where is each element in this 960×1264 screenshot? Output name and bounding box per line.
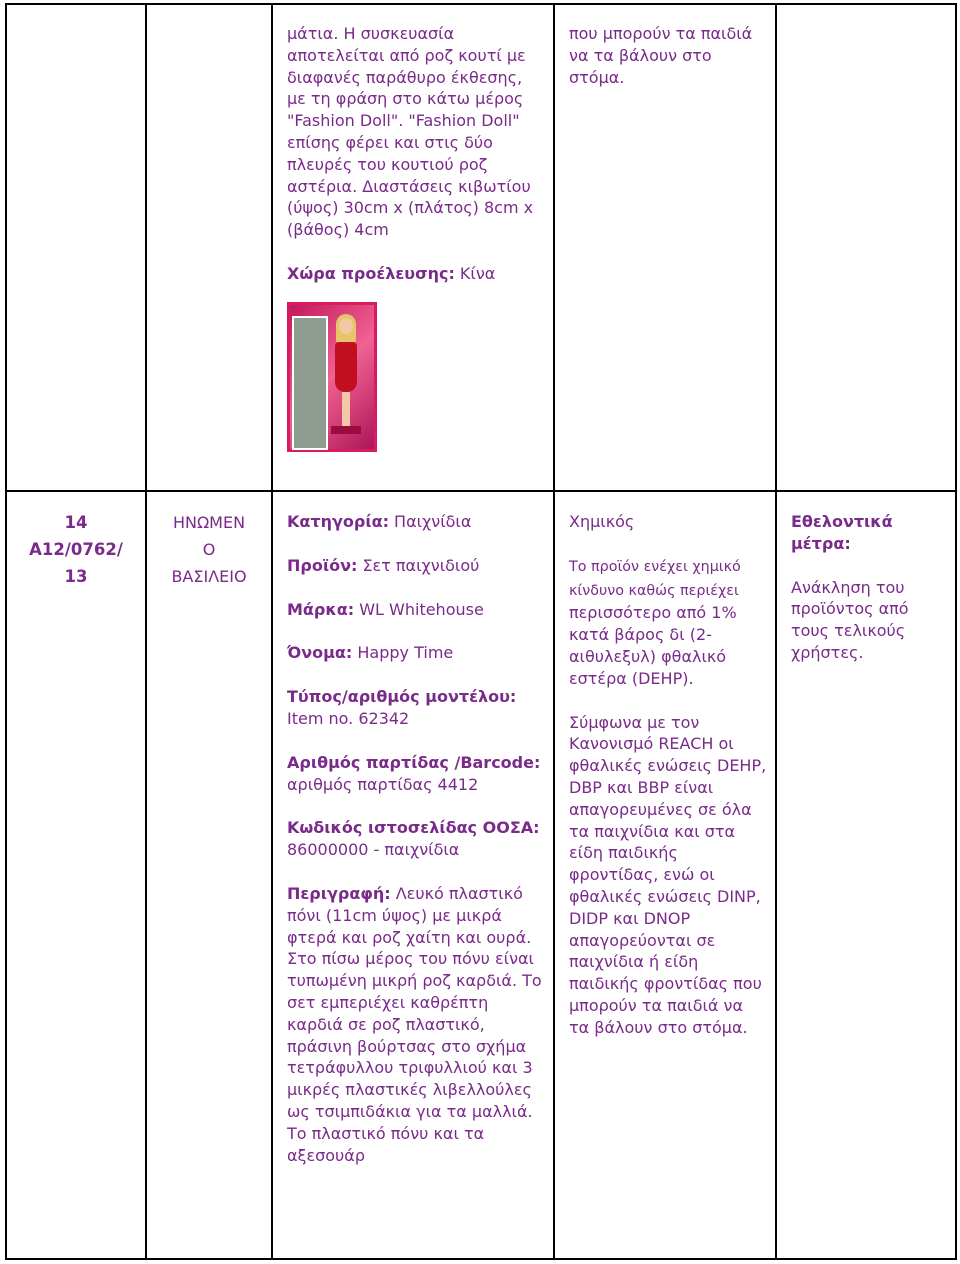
country-line-2: Ο — [202, 540, 216, 559]
country-cell — [146, 491, 272, 1259]
country-cell — [146, 4, 272, 491]
product-value: Σετ παιχνιδιού — [357, 555, 480, 575]
number-cell — [6, 491, 146, 1259]
name-value: Happy Time — [352, 643, 454, 663]
country-line-1: ΗΝΩΜΕΝ — [172, 513, 246, 532]
table-row — [6, 491, 956, 1259]
brand-line — [287, 599, 545, 621]
measures-label: Εθελοντικά μέτρα: — [791, 512, 893, 553]
batch-value: αριθμός παρτίδας 4412 — [287, 774, 479, 794]
measures-value: Ανάκληση του προϊόντος από τους τελικούς χρήστες. — [791, 577, 909, 662]
origin-value: Κίνα — [454, 263, 496, 283]
risk-type: Χημικός — [569, 512, 635, 531]
risk-detail: περισσότερο από 1% κατά βάρος δι (2-αιθυλεξυλ) φθαλικό εστέρα (DEHP). — [569, 603, 737, 688]
fashion-doll-photo — [287, 302, 377, 452]
category-value: Παιχνίδια — [388, 512, 472, 531]
description-continued: μάτια. Η συσκευασία αποτελείται από ροζ κουτί με διαφανές παράθυρο έκθεσης, με τη φράση στο κάτω μέρος "Fashion Doll". "Fashion Doll" επίσης φέρει και στις δύο πλευρές του κουτιού ροζ αστέρια. Διαστάσεις κιβωτίου (ύψος) 30cm x (πλάτος) 8cm x (βάθος) 4cm — [287, 24, 534, 240]
description-line — [287, 883, 545, 1166]
batch-line — [287, 752, 545, 796]
risk-paragraph-1 — [569, 555, 767, 690]
risk-cell — [554, 4, 776, 491]
origin-line — [287, 263, 545, 285]
alert-reference: A12/0762/ — [29, 540, 123, 559]
alert-reference-year: 13 — [64, 567, 88, 586]
number-cell — [6, 4, 146, 491]
category-line — [287, 511, 545, 533]
batch-label: Αριθμός παρτίδας /Barcode: — [287, 752, 541, 772]
product-cell — [272, 4, 554, 491]
risk-intro: Το προϊόν ενέχει χημικό κίνδυνο καθώς περιέχει — [569, 558, 741, 599]
oecd-line — [287, 817, 545, 861]
product-line — [287, 555, 545, 577]
description-label: Περιγραφή: — [287, 883, 391, 903]
category-label: Κατηγορία: — [287, 512, 389, 531]
model-value: Item no. 62342 — [287, 708, 410, 728]
origin-label: Χώρα προέλευσης: — [287, 263, 455, 283]
oecd-label: Κωδικός ιστοσελίδας ΟΟΣΑ: — [287, 818, 540, 838]
measures-cell — [776, 491, 956, 1259]
risk-continued: που μπορούν τα παιδιά να τα βάλουν στο στόμα. — [569, 24, 753, 87]
brand-value: WL Whitehouse — [354, 599, 484, 619]
oecd-value: 86000000 - παιχνίδια — [287, 840, 460, 860]
description-value: Λευκό πλαστικό πόνι (11cm ύψος) με μικρά φτερά και ροζ χαίτη και ουρά. Στο πίσω μέρος του πόνυ είναι τυπωμένη μικρή ροζ καρδιά. Το σετ εμπεριέχει καθρέπτη καρδιά σε ροζ πλαστικό, πράσινη βούρτσας στο σχήμα τετράφυλλου τριφυλλιού και 3 μικρές πλαστικές λιβελλούλες ως τσιμπιδάκια για τα μαλλιά. Το πλαστικό πόνυ και τα αξεσουάρ — [287, 883, 542, 1165]
model-label: Τύπος/αριθμός μοντέλου: — [287, 687, 517, 707]
measures-cell — [776, 4, 956, 491]
name-label: Όνομα: — [287, 643, 353, 663]
table-row — [6, 4, 956, 491]
product-label: Προϊόν: — [287, 555, 358, 575]
product-cell — [272, 491, 554, 1259]
alert-number: 14 — [64, 513, 88, 532]
brand-label: Μάρκα: — [287, 599, 355, 619]
country-line-3: ΒΑΣΙΛΕΙΟ — [171, 567, 247, 586]
alerts-table — [5, 3, 957, 1260]
model-line — [287, 686, 545, 730]
name-line — [287, 642, 545, 664]
risk-paragraph-2: Σύμφωνα με τον Κανονισμό REACH οι φθαλικές ενώσεις DEHP, DBP και BBP είναι απαγορευμένες σε όλα τα παιχνίδια και στα είδη παιδικής φροντίδας, ενώ οι φθαλικές ενώσεις DINP, DIDP και DNOP απαγορεύονται σε παιχνίδια ή είδη παιδικής φροντίδας που μπορούν τα παιδιά να τα βάλουν στο στόμα. — [569, 712, 767, 1037]
risk-cell — [554, 491, 776, 1259]
